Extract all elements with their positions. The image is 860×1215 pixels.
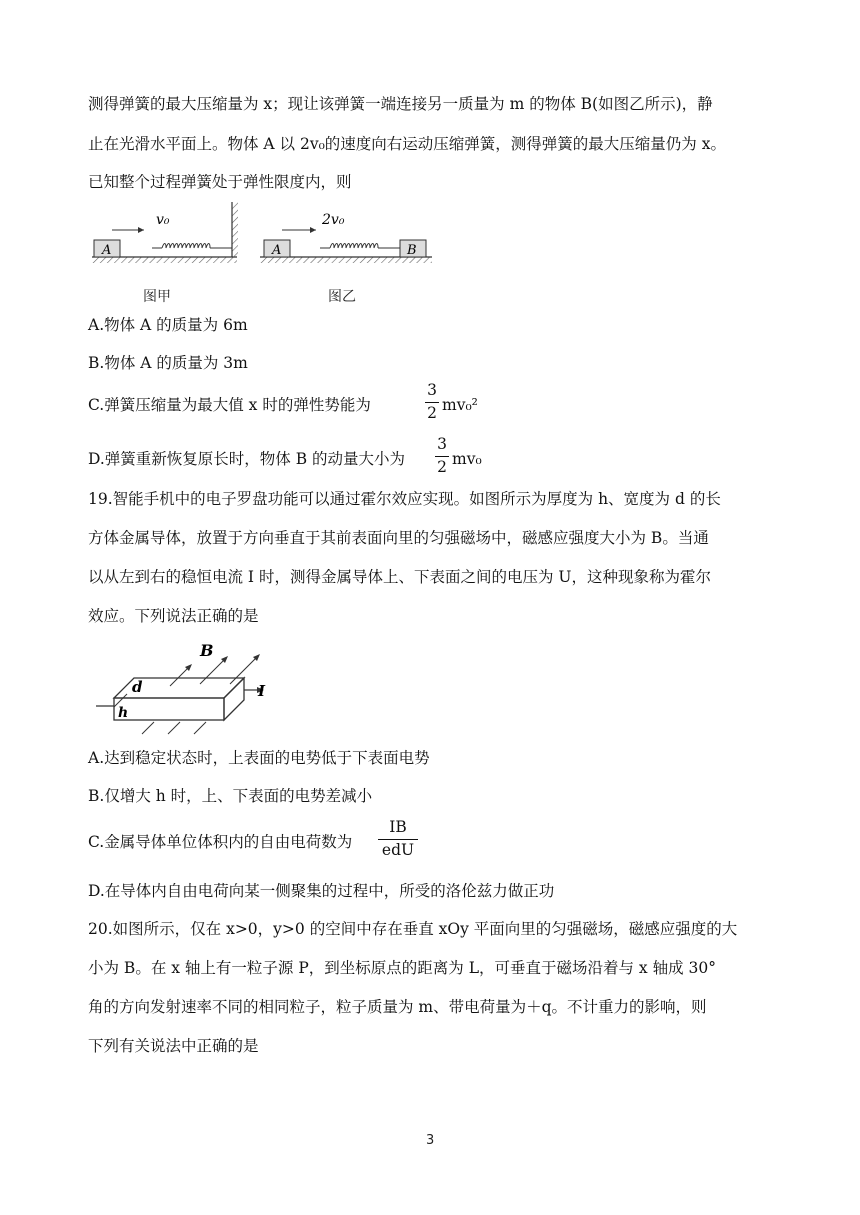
box-side-face (224, 678, 244, 720)
p18-option-c-fraction (425, 383, 439, 421)
p18-line2: 止在光滑水平面上。物体 A 以 2v₀的速度向右运动压缩弹簧，测得弹簧的最大压缩量仍为 x。 (88, 135, 726, 153)
fig-jia-caption: 图甲 (143, 289, 171, 305)
p20-line2: 小为 B。在 x 轴上有一粒子源 P，到坐标原点的距离为 L，可垂直于磁场沿着与 x 轴成 30° (88, 959, 716, 977)
p19-option-c-prefix: C.金属导体单位体积内的自由电荷数为 (88, 833, 353, 851)
fraction-denominator: edU (381, 840, 415, 859)
fraction-numerator: 3 (437, 435, 447, 453)
svg-text:A: A (272, 243, 282, 258)
width-label: d (132, 678, 143, 696)
p20-line4: 下列有关说法中正确的是 (88, 1037, 259, 1055)
p18-option-c-prefix: C.弹簧压缩量为最大值 x 时的弹性势能为 (88, 396, 371, 414)
velocity-label: v₀ (156, 212, 170, 228)
figure-hall-effect (92, 640, 282, 740)
figure-jia-spring-wall (92, 200, 252, 270)
p19-line4: 效应。下列说法正确的是 (88, 607, 259, 625)
fraction-denominator: 2 (437, 457, 447, 476)
p19-option-d: D.在导体内自由电荷向某一侧聚集的过程中，所受的洛伦兹力做正功 (88, 882, 555, 900)
p18-option-c-suffix: mv₀² (442, 396, 478, 414)
fraction-numerator: 3 (427, 381, 437, 399)
field-label: B (200, 641, 214, 660)
p18-option-d-suffix: mv₀ (452, 450, 482, 468)
spring (330, 244, 378, 249)
ground-hatch (92, 257, 237, 263)
svg-text:B: B (407, 243, 417, 258)
p20-line3: 角的方向发射速率不同的相同粒子，粒子质量为 m、带电荷量为＋q。不计重力的影响，则 (88, 998, 707, 1016)
p20-line1: 20.如图所示，仅在 x>0，y>0 的空间中存在垂直 xOy 平面向里的匀强磁场，磁感应强度的大 (88, 920, 738, 938)
p19-line2: 方体金属导体，放置于方向垂直于其前表面向里的匀强磁场中，磁感应强度大小为 B。当通 (88, 529, 709, 547)
box-front-face (114, 698, 224, 720)
fig-yi-caption: 图乙 (328, 289, 356, 305)
figure-yi-spring-blocks (260, 200, 435, 270)
fraction-denominator: 2 (427, 403, 437, 422)
p18-option-d-fraction (435, 437, 449, 475)
page-number: 3 (426, 1133, 435, 1148)
velocity-label: 2v₀ (322, 212, 345, 228)
p18-option-b: B.物体 A 的质量为 3m (88, 354, 248, 372)
p19-option-b: B.仅增大 h 时，上、下表面的电势差减小 (88, 787, 373, 805)
wall-hatch (232, 202, 238, 257)
p18-option-a: A.物体 A 的质量为 6m (88, 316, 248, 334)
p19-line3: 以从左到右的稳恒电流 I 时，测得金属导体上、下表面之间的电压为 U，这种现象称为霍尔 (88, 568, 711, 586)
spring (162, 244, 210, 249)
p19-line1: 19.智能手机中的电子罗盘功能可以通过霍尔效应实现。如图所示为厚度为 h、宽度为 d 的长 (88, 490, 721, 508)
thickness-label: h (118, 705, 129, 721)
block-a-label: A (102, 243, 112, 258)
current-label: I (258, 682, 266, 700)
p18-line1: 测得弹簧的最大压缩量为 x；现让该弹簧一端连接另一质量为 m 的物体 B(如图乙所示)，静 (88, 95, 713, 113)
p19-option-a: A.达到稳定状态时，上表面的电势低于下表面电势 (88, 749, 430, 767)
p19-option-c-fraction (378, 820, 418, 858)
p18-line3: 已知整个过程弹簧处于弹性限度内，则 (88, 173, 352, 191)
fraction-numerator: IB (389, 818, 407, 836)
p18-option-d-prefix: D.弹簧重新恢复原长时，物体 B 的动量大小为 (88, 450, 406, 468)
